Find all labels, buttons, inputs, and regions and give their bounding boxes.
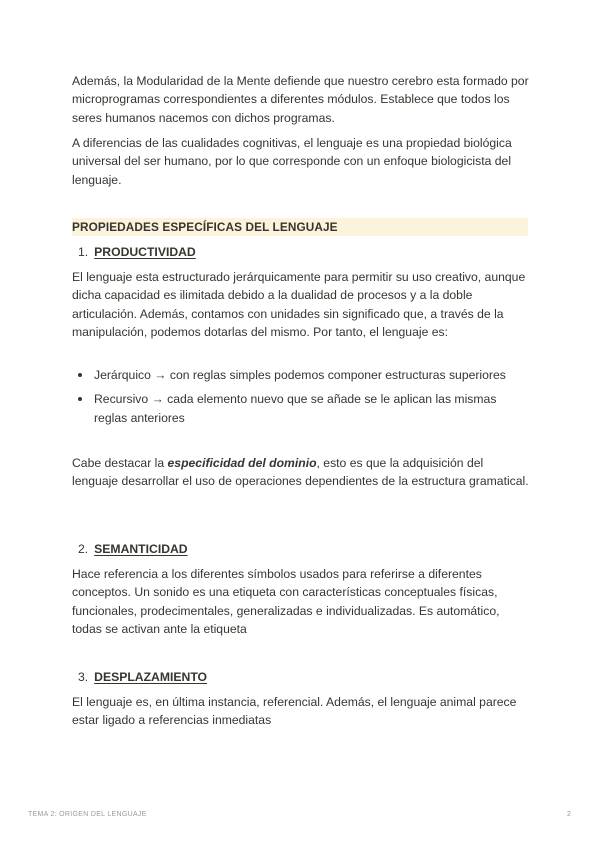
productividad-body: El lenguaje esta estructurado jerárquicamente para permitir su uso creativo, aunque dicha capacidad es ilimitada debido a la dualidad de procesos y a la doble articulación. Además, contamos con unidades sin significado que, a través de la manipulación, podemos dotarlas del mismo. Por tanto, el lenguaje es: (72, 270, 526, 339)
heading-title: SEMANTICIDAD (94, 542, 188, 556)
list-item-text: Jerárquico → con reglas simples podemos componer estructuras superiores (94, 368, 506, 382)
page-number: 2 (567, 811, 571, 818)
semanticidad-body: Hace referencia a los diferentes símbolos usados para referirse a diferentes conceptos. Un sonido es una etiqueta con características conceptuales físicas, funcionales, prodecimentales, generalizadas e individualizadas. Es automático, todas se activan ante la etiqueta (72, 567, 500, 636)
list-item-text: Recursivo → cada elemento nuevo que se añade se le aplican las mismas reglas anteriores (94, 392, 497, 425)
list-item (72, 366, 532, 384)
section-heading: PROPIEDADES ESPECÍFICAS DEL LENGUAJE (72, 218, 528, 236)
heading-productividad (78, 243, 196, 261)
heading-semanticidad (78, 540, 188, 558)
bullet-icon (78, 373, 82, 377)
closing-prefix: Cabe destacar la (72, 456, 168, 470)
heading-number: 1. (78, 245, 89, 259)
closing-suffix: , esto es que la adquisición del lenguaje desarrollar el uso de operaciones dependientes de la estructura gramatical. (72, 456, 529, 489)
heading-title: PRODUCTIVIDAD (94, 245, 196, 259)
bullet-icon (78, 397, 82, 401)
desplazamiento-body: El lenguaje es, en última instancia, referencial. Además, el lenguaje animal parece estar ligado a referencias inmediatas (72, 695, 517, 728)
heading-number: 3. (78, 670, 89, 684)
list-item (72, 390, 532, 427)
heading-desplazamiento (78, 668, 207, 686)
heading-number: 2. (78, 542, 89, 556)
intro-paragraph-modularity: Además, la Modularidad de la Mente defiende que nuestro cerebro esta formado por microprogramas correspondientes a diferentes módulos. Establece que todos los seres humanos nacemos con dichos programas. (72, 74, 529, 125)
footer-title: TEMA 2: ORIGEN DEL LENGUAJE (28, 811, 147, 818)
productividad-bullet-list (72, 366, 532, 427)
productividad-closing (72, 454, 532, 491)
intro-paragraph-biological: A diferencias de las cualidades cognitivas, el lenguaje es una propiedad biológica universal del ser humano, por lo que corresponde con un enfoque biologicista del lenguaje. (72, 136, 512, 187)
closing-emphasis: especificidad del dominio (167, 456, 317, 470)
heading-title: DESPLAZAMIENTO (94, 670, 208, 684)
